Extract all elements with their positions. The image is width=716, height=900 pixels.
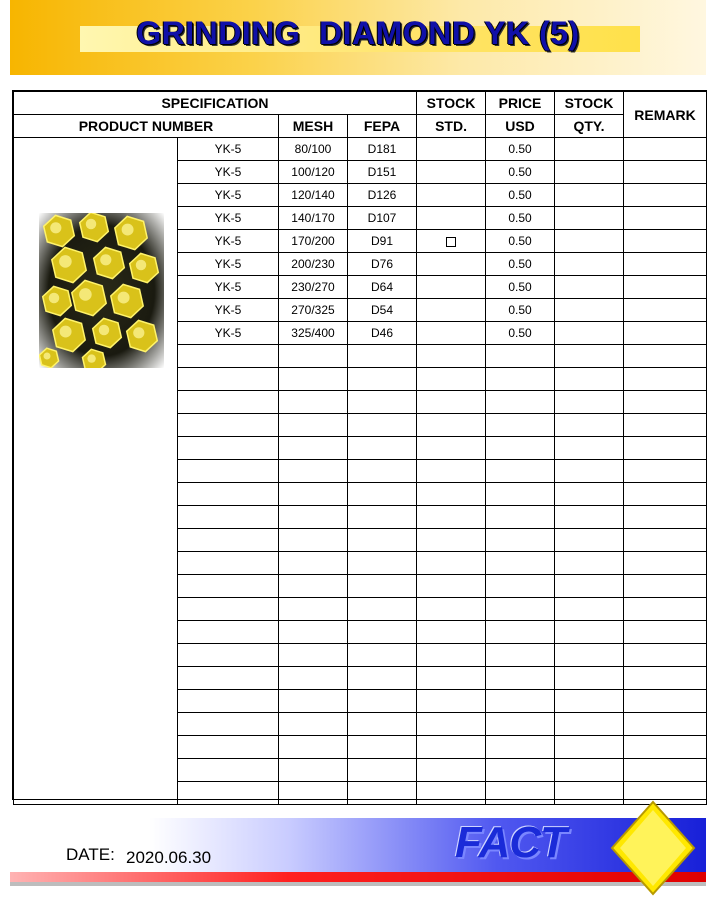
cell-qty (555, 575, 624, 598)
cell-product (178, 345, 279, 368)
footer-red-stripe (10, 872, 706, 882)
cell-std (417, 299, 486, 322)
cell-product (178, 644, 279, 667)
cell-price (486, 391, 555, 414)
date-label: DATE: (66, 845, 115, 864)
cell-price (486, 598, 555, 621)
cell-mesh (279, 690, 348, 713)
product-image-cell (14, 138, 178, 805)
cell-fepa: D126 (348, 184, 417, 207)
spec-table-body (14, 138, 707, 805)
cell-std (417, 161, 486, 184)
cell-mesh (279, 621, 348, 644)
cell-qty (555, 322, 624, 345)
cell-product (178, 437, 279, 460)
cell-std (417, 667, 486, 690)
cell-mesh (279, 598, 348, 621)
header-specification: SPECIFICATION (14, 92, 417, 115)
cell-remark (624, 161, 707, 184)
crystal-highlight (99, 325, 110, 336)
cell-price: 0.50 (486, 207, 555, 230)
cell-remark (624, 184, 707, 207)
cell-remark (624, 506, 707, 529)
cell-price (486, 460, 555, 483)
cell-mesh: 140/170 (279, 207, 348, 230)
cell-price (486, 414, 555, 437)
crystal-highlight (59, 255, 72, 268)
cell-std (417, 207, 486, 230)
cell-remark (624, 759, 707, 782)
cell-mesh: 120/140 (279, 184, 348, 207)
cell-remark (624, 230, 707, 253)
cell-fepa: D181 (348, 138, 417, 161)
cell-fepa: D46 (348, 322, 417, 345)
cell-product: YK-5 (178, 230, 279, 253)
diamond-logo-icon (610, 800, 696, 896)
cell-fepa (348, 391, 417, 414)
header-stock-std-top: STOCK (417, 92, 486, 115)
cell-price (486, 667, 555, 690)
cell-price (486, 552, 555, 575)
cell-mesh (279, 782, 348, 805)
cell-product (178, 529, 279, 552)
cell-qty (555, 368, 624, 391)
cell-product (178, 759, 279, 782)
cell-price: 0.50 (486, 299, 555, 322)
cell-product (178, 782, 279, 805)
cell-fepa (348, 529, 417, 552)
cell-remark (624, 391, 707, 414)
date-value: 2020.06.30 (126, 848, 212, 867)
cell-remark (624, 621, 707, 644)
cell-qty (555, 299, 624, 322)
cell-product (178, 368, 279, 391)
cell-price (486, 506, 555, 529)
cell-fepa: D76 (348, 253, 417, 276)
cell-std (417, 345, 486, 368)
cell-product (178, 506, 279, 529)
cell-qty (555, 736, 624, 759)
cell-std (417, 759, 486, 782)
cell-remark (624, 644, 707, 667)
cell-qty (555, 437, 624, 460)
cell-remark (624, 552, 707, 575)
cell-mesh (279, 460, 348, 483)
cell-std (417, 575, 486, 598)
cell-qty (555, 207, 624, 230)
cell-fepa: D107 (348, 207, 417, 230)
cell-product (178, 460, 279, 483)
cell-product (178, 690, 279, 713)
cell-remark (624, 713, 707, 736)
cell-qty (555, 161, 624, 184)
cell-fepa (348, 368, 417, 391)
cell-price (486, 437, 555, 460)
cell-product: YK-5 (178, 184, 279, 207)
cell-qty (555, 667, 624, 690)
cell-mesh (279, 552, 348, 575)
cell-product: YK-5 (178, 161, 279, 184)
cell-mesh: 230/270 (279, 276, 348, 299)
cell-product (178, 713, 279, 736)
cell-remark (624, 253, 707, 276)
cell-remark (624, 667, 707, 690)
cell-price: 0.50 (486, 161, 555, 184)
cell-qty (555, 138, 624, 161)
cell-price (486, 736, 555, 759)
cell-product (178, 414, 279, 437)
cell-fepa (348, 690, 417, 713)
header-fepa: FEPA (348, 115, 417, 138)
cell-fepa (348, 575, 417, 598)
cell-mesh (279, 759, 348, 782)
header-stock-qty-top: STOCK (555, 92, 624, 115)
cell-qty (555, 483, 624, 506)
cell-qty (555, 552, 624, 575)
cell-qty (555, 414, 624, 437)
cell-fepa: D64 (348, 276, 417, 299)
cell-price (486, 368, 555, 391)
cell-price (486, 483, 555, 506)
cell-remark (624, 345, 707, 368)
cell-mesh: 100/120 (279, 161, 348, 184)
cell-std (417, 437, 486, 460)
cell-product (178, 667, 279, 690)
cell-price (486, 782, 555, 805)
cell-std (417, 391, 486, 414)
cell-product (178, 575, 279, 598)
cell-mesh (279, 483, 348, 506)
diamond-crystals-image (39, 213, 164, 368)
cell-remark (624, 368, 707, 391)
cell-std (417, 414, 486, 437)
cell-qty (555, 506, 624, 529)
cell-fepa: D151 (348, 161, 417, 184)
cell-mesh (279, 391, 348, 414)
cell-mesh (279, 345, 348, 368)
header-price-top: PRICE (486, 92, 555, 115)
cell-std (417, 621, 486, 644)
cell-fepa (348, 414, 417, 437)
cell-price (486, 621, 555, 644)
cell-price (486, 529, 555, 552)
crystal-highlight (122, 224, 134, 236)
crystal-highlight (79, 288, 92, 301)
cell-mesh (279, 713, 348, 736)
cell-mesh: 170/200 (279, 230, 348, 253)
crystal-highlight (86, 219, 97, 230)
cell-fepa (348, 598, 417, 621)
cell-mesh (279, 644, 348, 667)
cell-price (486, 759, 555, 782)
checkbox-icon (446, 237, 456, 247)
cell-fepa (348, 437, 417, 460)
header-product-number: PRODUCT NUMBER (14, 115, 279, 138)
cell-qty (555, 598, 624, 621)
cell-fepa (348, 506, 417, 529)
cell-product (178, 483, 279, 506)
cell-fepa: D54 (348, 299, 417, 322)
cell-qty (555, 253, 624, 276)
cell-price: 0.50 (486, 322, 555, 345)
cell-product: YK-5 (178, 322, 279, 345)
crystal-highlight (136, 260, 147, 271)
cell-std (417, 529, 486, 552)
cell-qty (555, 345, 624, 368)
cell-price: 0.50 (486, 276, 555, 299)
crystal-highlight (49, 293, 60, 304)
header-stock-qty-bottom: QTY. (555, 115, 624, 138)
cell-price: 0.50 (486, 138, 555, 161)
cell-std (417, 483, 486, 506)
cell-fepa: D91 (348, 230, 417, 253)
fact-logo: FACT (455, 818, 566, 867)
cell-std (417, 322, 486, 345)
cell-mesh (279, 437, 348, 460)
cell-remark (624, 483, 707, 506)
table-row (14, 138, 707, 161)
cell-price (486, 713, 555, 736)
cell-std (417, 184, 486, 207)
crystal-highlight (50, 222, 61, 233)
cell-std (417, 598, 486, 621)
header-remark: REMARK (624, 92, 707, 138)
cell-price (486, 644, 555, 667)
cell-std (417, 713, 486, 736)
cell-std (417, 368, 486, 391)
cell-remark (624, 207, 707, 230)
crystal-highlight (133, 327, 144, 338)
crystal-highlight (118, 292, 130, 304)
cell-product: YK-5 (178, 276, 279, 299)
cell-product: YK-5 (178, 253, 279, 276)
cell-std (417, 276, 486, 299)
cell-qty (555, 276, 624, 299)
cell-qty (555, 690, 624, 713)
cell-qty (555, 460, 624, 483)
cell-std (417, 690, 486, 713)
cell-qty (555, 644, 624, 667)
cell-remark (624, 575, 707, 598)
cell-remark (624, 736, 707, 759)
cell-std (417, 644, 486, 667)
cell-qty (555, 184, 624, 207)
cell-product (178, 621, 279, 644)
header-price-bottom: USD (486, 115, 555, 138)
cell-product (178, 598, 279, 621)
cell-std (417, 138, 486, 161)
cell-product (178, 552, 279, 575)
cell-remark (624, 138, 707, 161)
cell-fepa (348, 782, 417, 805)
cell-product: YK-5 (178, 138, 279, 161)
cell-price: 0.50 (486, 253, 555, 276)
cell-mesh (279, 506, 348, 529)
cell-remark (624, 690, 707, 713)
cell-remark (624, 414, 707, 437)
cell-price (486, 575, 555, 598)
cell-fepa (348, 621, 417, 644)
cell-std (417, 460, 486, 483)
cell-remark (624, 276, 707, 299)
cell-product: YK-5 (178, 299, 279, 322)
cell-qty (555, 529, 624, 552)
header-mesh: MESH (279, 115, 348, 138)
crystal-highlight (100, 254, 111, 265)
cell-std (417, 506, 486, 529)
cell-std (417, 736, 486, 759)
spec-table-frame (12, 90, 707, 800)
cell-product (178, 736, 279, 759)
cell-fepa (348, 552, 417, 575)
page-title: GRINDING DIAMOND YK (5) (136, 15, 580, 51)
cell-mesh: 80/100 (279, 138, 348, 161)
cell-price (486, 345, 555, 368)
cell-mesh (279, 736, 348, 759)
cell-product (178, 391, 279, 414)
cell-remark (624, 460, 707, 483)
cell-remark (624, 299, 707, 322)
cell-mesh (279, 414, 348, 437)
cell-fepa (348, 713, 417, 736)
cell-fepa (348, 460, 417, 483)
cell-fepa (348, 483, 417, 506)
cell-fepa (348, 736, 417, 759)
crystal-highlight (60, 326, 72, 338)
spec-table (13, 91, 707, 805)
cell-std (417, 782, 486, 805)
cell-remark (624, 529, 707, 552)
cell-remark (624, 437, 707, 460)
header-stock-std-bottom: STD. (417, 115, 486, 138)
cell-fepa (348, 667, 417, 690)
cell-fepa (348, 345, 417, 368)
cell-mesh (279, 575, 348, 598)
footer-gray-stripe (10, 882, 706, 886)
crystal-highlight (87, 354, 95, 362)
cell-fepa (348, 759, 417, 782)
cell-mesh: 200/230 (279, 253, 348, 276)
cell-price: 0.50 (486, 230, 555, 253)
cell-qty (555, 713, 624, 736)
cell-qty (555, 759, 624, 782)
cell-std (417, 552, 486, 575)
cell-qty (555, 230, 624, 253)
cell-fepa (348, 644, 417, 667)
cell-remark (624, 598, 707, 621)
cell-price: 0.50 (486, 184, 555, 207)
cell-mesh (279, 529, 348, 552)
cell-qty (555, 391, 624, 414)
crystal-highlight (44, 353, 51, 360)
cell-remark (624, 322, 707, 345)
cell-product: YK-5 (178, 207, 279, 230)
cell-mesh (279, 667, 348, 690)
cell-std (417, 230, 486, 253)
cell-mesh: 325/400 (279, 322, 348, 345)
cell-price (486, 690, 555, 713)
cell-mesh (279, 368, 348, 391)
cell-mesh: 270/325 (279, 299, 348, 322)
cell-std (417, 253, 486, 276)
cell-qty (555, 621, 624, 644)
